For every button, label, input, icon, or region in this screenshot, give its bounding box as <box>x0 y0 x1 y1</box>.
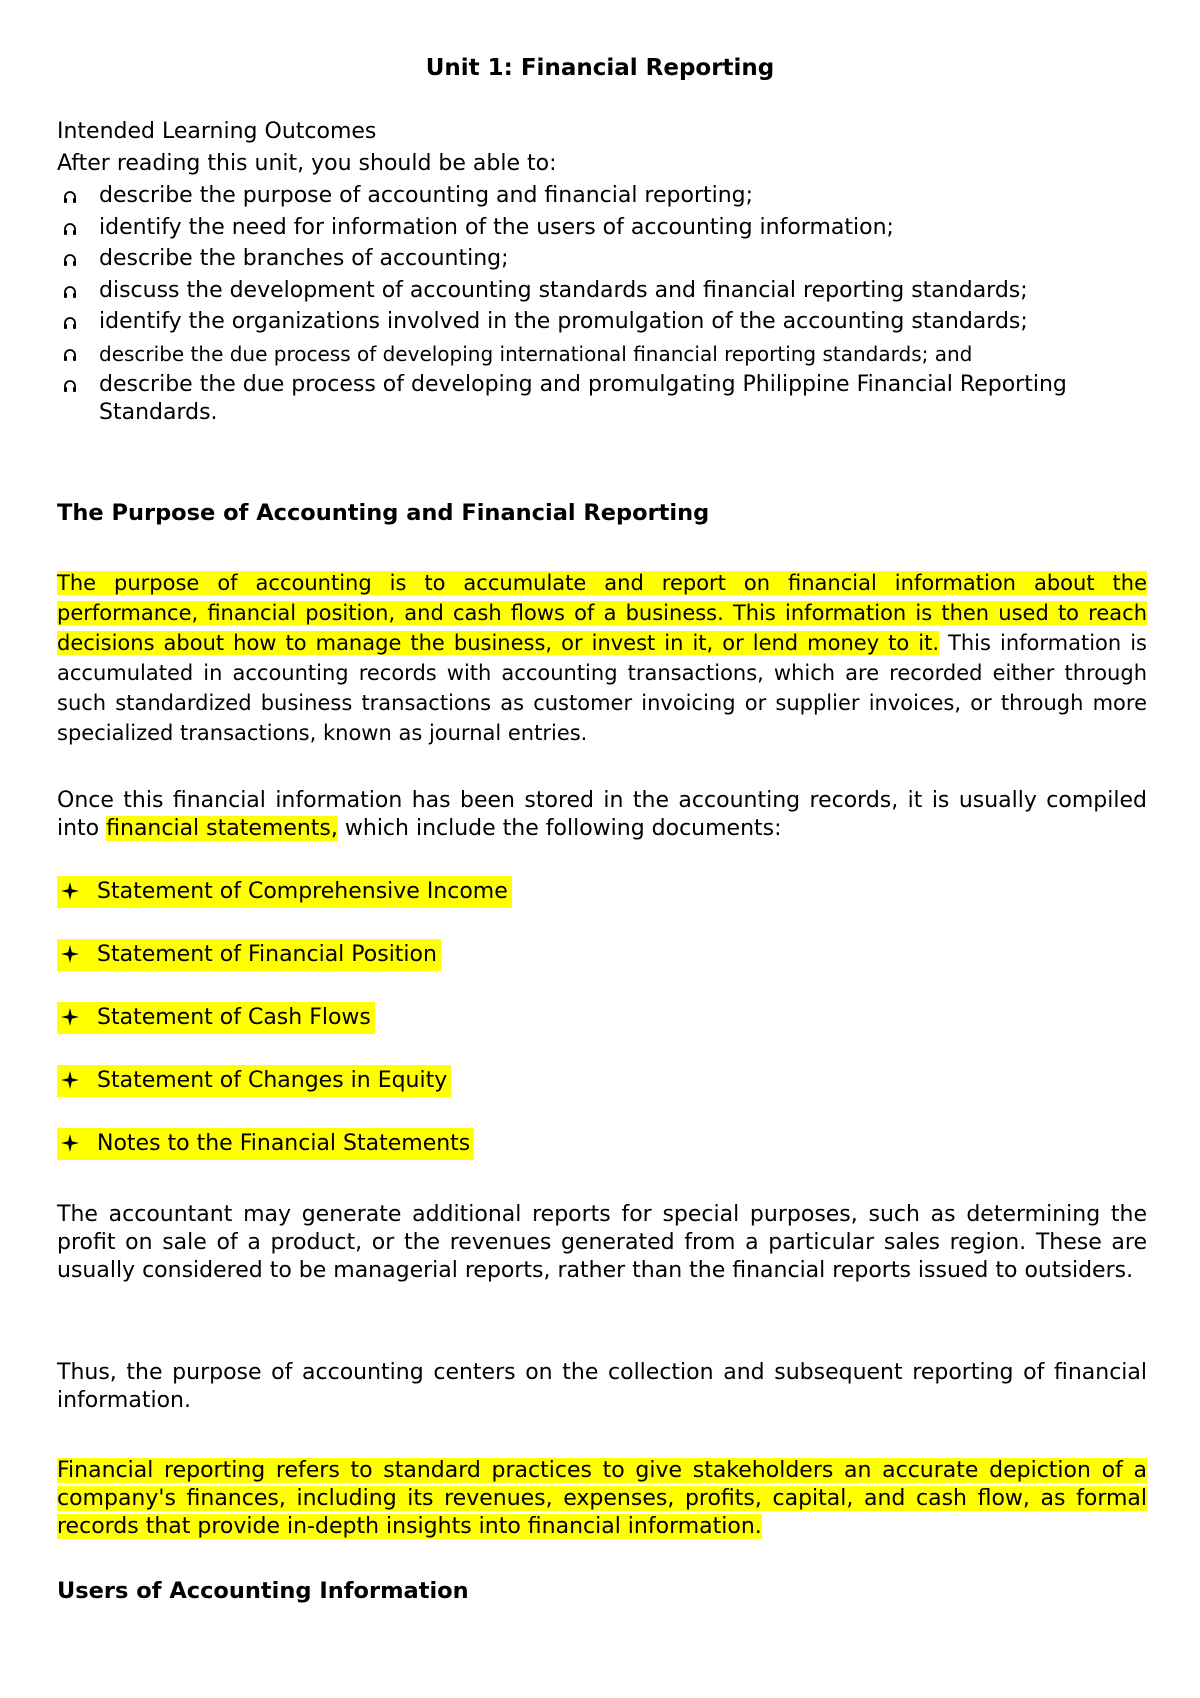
list-item <box>57 939 512 1002</box>
outcome-text: identify the organizations involved in the promulgation of the accounting standards; <box>99 309 1028 334</box>
highlighted-text: The purpose of accounting is to accumulate and report on financial information about the performance, financial position, and cash flows of a business. This information is then used to reach decisions about how to manage the business, or invest in it, or lend money to it. <box>57 571 1147 655</box>
section-heading-purpose: The Purpose of Accounting and Financial Reporting <box>57 500 710 526</box>
outcome-text: describe the branches of accounting; <box>99 246 509 271</box>
learning-outcomes-intro: After reading this unit, you should be able to: <box>57 151 557 176</box>
statement-label: Statement of Changes in Equity <box>97 1068 448 1093</box>
headphones-icon <box>63 222 77 236</box>
financial-statements-intro <box>57 787 1147 843</box>
headphones-icon <box>63 348 77 362</box>
highlighted-text: financial statements, <box>106 816 338 841</box>
list-item <box>57 876 512 939</box>
statement-label: Statement of Financial Position <box>97 942 437 967</box>
list-item <box>57 277 1147 309</box>
statement-label: Notes to the Financial Statements <box>97 1131 471 1156</box>
learning-outcomes-list <box>57 182 1147 429</box>
headphones-icon <box>63 190 77 204</box>
outcome-text: identify the need for information of the users of accounting information; <box>99 214 894 240</box>
statement-label: Statement of Comprehensive Income <box>97 879 508 904</box>
list-item <box>57 340 1147 372</box>
purpose-paragraph <box>57 568 1147 748</box>
learning-outcomes-heading: Intended Learning Outcomes <box>57 119 377 144</box>
financial-statements-list <box>57 876 512 1191</box>
headphones-icon <box>63 316 77 330</box>
outcome-text: discuss the development of accounting standards and financial reporting standards; <box>99 277 1028 303</box>
headphones-icon <box>63 253 77 267</box>
highlighted-text <box>57 1065 451 1097</box>
outcome-text: describe the purpose of accounting and financial reporting; <box>99 183 754 208</box>
headphones-icon <box>63 379 77 393</box>
outcome-text: describe the due process of developing international financial reporting standards; and <box>99 341 973 366</box>
paragraph-text: Once this financial information has been stored in the accounting records, it is usually compiled into <box>57 788 1147 841</box>
four-point-star-icon <box>61 1008 79 1026</box>
section-heading-users: Users of Accounting Information <box>57 1578 469 1604</box>
list-item <box>57 182 1147 214</box>
list-item <box>57 308 1147 340</box>
paragraph-text: This information is accumulated in accounting records with accounting transactions, which are recorded either through such standardized business transactions as customer invoicing or supplier invoices, or through more specialized transactions, known as journal entries. <box>57 631 1147 745</box>
headphones-icon <box>63 285 77 299</box>
list-item <box>57 1065 512 1128</box>
list-item <box>57 1002 512 1065</box>
list-item <box>57 371 1147 429</box>
list-item <box>57 214 1147 246</box>
four-point-star-icon <box>61 1134 79 1152</box>
outcome-text: describe the due process of developing and promulgating Philippine Financial Reporting Standards. <box>99 372 1067 425</box>
highlighted-text <box>57 939 441 971</box>
list-item <box>57 1128 512 1191</box>
highlighted-text <box>57 1002 375 1034</box>
four-point-star-icon <box>61 882 79 900</box>
statement-label: Statement of Cash Flows <box>97 1005 371 1030</box>
page-title: Unit 1: Financial Reporting <box>425 55 775 81</box>
four-point-star-icon <box>61 945 79 963</box>
managerial-reports-paragraph: The accountant may generate additional reports for special purposes, such as determining the profit on sale of a product, or the revenues generated from a particular sales region. These are usually considered to be managerial reports, rather than the financial reports issued to outsiders. <box>57 1202 1147 1283</box>
highlighted-text: Financial reporting refers to standard practices to give stakeholders an accurate depiction of a company's finances, including its revenues, expenses, profits, capital, and cash flow, as formal records that provide in-depth insights into financial information. <box>57 1458 1147 1539</box>
highlighted-text <box>57 876 512 908</box>
list-item <box>57 245 1147 277</box>
purpose-summary-paragraph: Thus, the purpose of accounting centers on the collection and subsequent reporting of financial information. <box>57 1360 1147 1413</box>
financial-reporting-definition <box>57 1457 1147 1541</box>
highlighted-text <box>57 1128 474 1160</box>
paragraph-text: which include the following documents: <box>337 816 782 841</box>
four-point-star-icon <box>61 1071 79 1089</box>
